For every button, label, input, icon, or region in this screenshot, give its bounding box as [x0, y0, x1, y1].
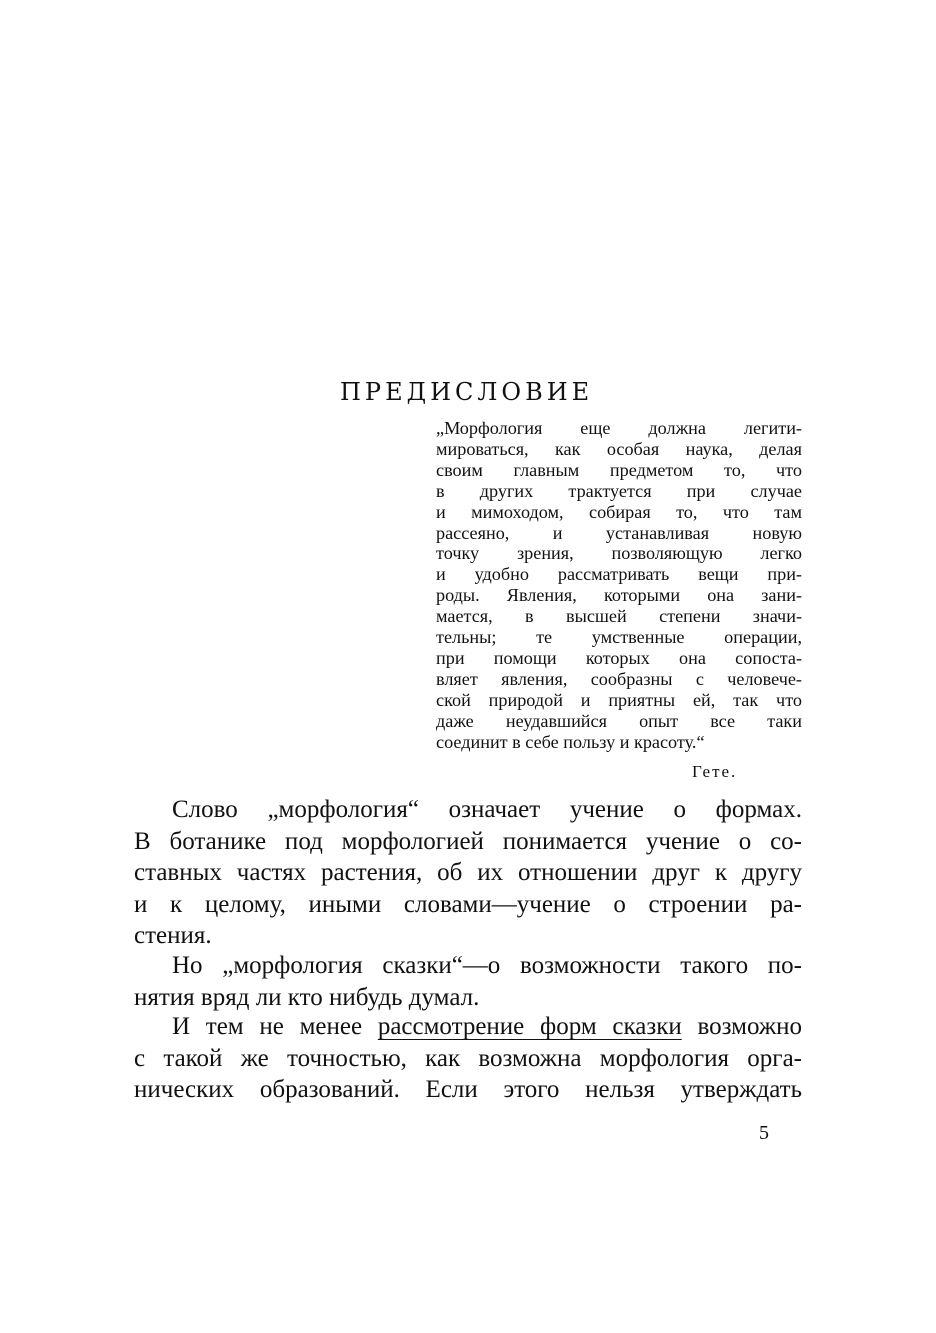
chapter-heading: ПРЕДИСЛОВИЕ: [340, 378, 594, 406]
epigraph-attribution: Гете.: [692, 762, 738, 781]
epigraph-line: в других трактуется при случае: [436, 480, 802, 501]
paragraph-line: [134, 1011, 802, 1043]
epigraph-line: „Морфология еще должна легити-: [436, 418, 802, 438]
paragraph-line: В ботанике под морфологией понимается учение о со-: [134, 827, 802, 855]
paragraph-line: стения.: [134, 922, 212, 949]
paragraph-line: нических образований. Если этого нельзя утверждать: [134, 1076, 802, 1103]
paragraph-form-analysis: [134, 1011, 802, 1106]
paragraph-line: Но „морфология сказки“—о возможности такого по-: [172, 952, 802, 979]
line-start: И тем не менее: [172, 1013, 378, 1040]
epigraph-line: роды. Явления, которыми она зани-: [436, 585, 802, 606]
paragraph-tale-morphology: [134, 950, 802, 1013]
epigraph-line: даже неудавшийся опыт все таки: [436, 710, 802, 731]
paragraph-line: ставных частях растения, об их отношении друг к другу: [134, 859, 802, 886]
epigraph-line: мироваться, как особая наука, делая: [436, 438, 802, 459]
epigraph-line: вляет явления, сообразны с человече-: [436, 668, 802, 689]
epigraph-line: соединит в себе пользу и красоту.“: [436, 731, 705, 752]
epigraph-line: точку зрения, позволяющую легко: [436, 543, 802, 564]
epigraph-line: мается, в высшей степени значи-: [436, 606, 802, 627]
epigraph: [436, 418, 802, 753]
paragraph-line: с такой же точностью, как возможна морфология орга-: [134, 1044, 802, 1072]
epigraph-line: тельны; те умственные операции,: [436, 627, 802, 648]
paragraph-line: Слово „морфология“ означает учение о формах.: [172, 796, 802, 823]
paragraph-line: и к целому, иными словами—учение о строении ра-: [134, 890, 802, 918]
line-end: возможно: [681, 1013, 802, 1040]
page-number: 5: [759, 1122, 769, 1144]
epigraph-line: при помощи которых она сопоста-: [436, 647, 802, 668]
epigraph-line: рассеяно, и устанавливая новую: [436, 522, 802, 543]
paragraph-line: нятия вряд ли кто нибудь думал.: [134, 983, 480, 1011]
epigraph-line: и мимоходом, собирая то, что там: [436, 501, 802, 522]
paragraph-morphology-definition: [134, 794, 802, 952]
epigraph-line: ской природой и приятны ей, так что: [436, 689, 802, 710]
epigraph-line: и удобно рассматривать вещи при-: [436, 564, 802, 585]
epigraph-line: своим главным предметом то, что: [436, 459, 802, 480]
underlined-phrase: рассмотрение форм сказки: [377, 1013, 682, 1040]
